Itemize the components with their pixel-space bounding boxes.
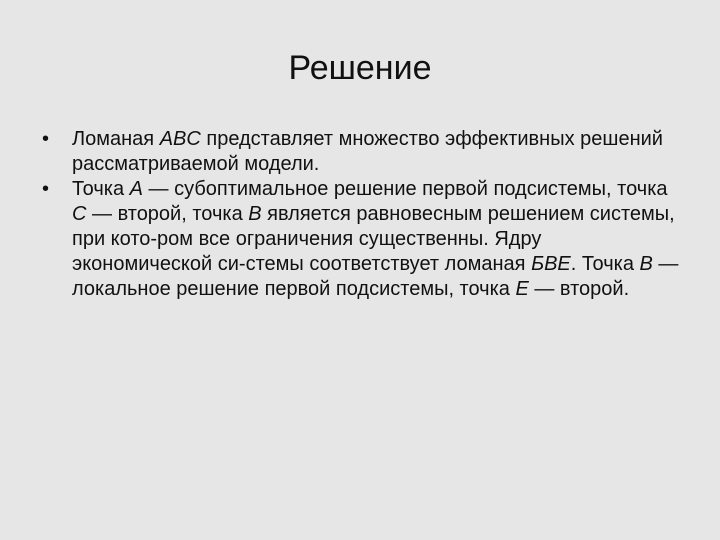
text-segment: Ломаная — [72, 128, 160, 150]
text-segment: — локальное решение первой подсистемы, точка — [72, 253, 679, 300]
bullet-item — [42, 127, 682, 177]
bullet-text — [72, 128, 663, 175]
bullet-icon: • — [42, 178, 50, 200]
italic-label: ABC — [159, 128, 201, 150]
text-segment: . Точка — [570, 253, 640, 275]
text-segment: представляет множество эффективных решений рассматриваемой модели. — [72, 128, 663, 175]
bullet-text — [72, 178, 678, 300]
italic-label: C — [72, 203, 87, 225]
italic-label: БВЕ — [531, 253, 571, 275]
italic-label: E — [515, 278, 529, 300]
text-segment: является равновесным решением системы, при кото-ром все ограничения существенны. Ядру экономической си-стемы соответствует ломаная — [72, 203, 675, 275]
text-segment: Точка — [72, 178, 130, 200]
italic-label: B — [639, 253, 653, 275]
text-segment: — второй. — [528, 278, 630, 300]
italic-label: B — [248, 203, 262, 225]
italic-label: A — [129, 178, 143, 200]
bullet-list — [42, 127, 682, 302]
text-segment: — второй, точка — [86, 203, 249, 225]
slide-title: Решение — [288, 49, 432, 87]
text-segment: — субоптимальное решение первой подсистемы, точка — [142, 178, 668, 200]
bullet-item — [42, 177, 682, 302]
bullet-icon: • — [42, 128, 50, 150]
